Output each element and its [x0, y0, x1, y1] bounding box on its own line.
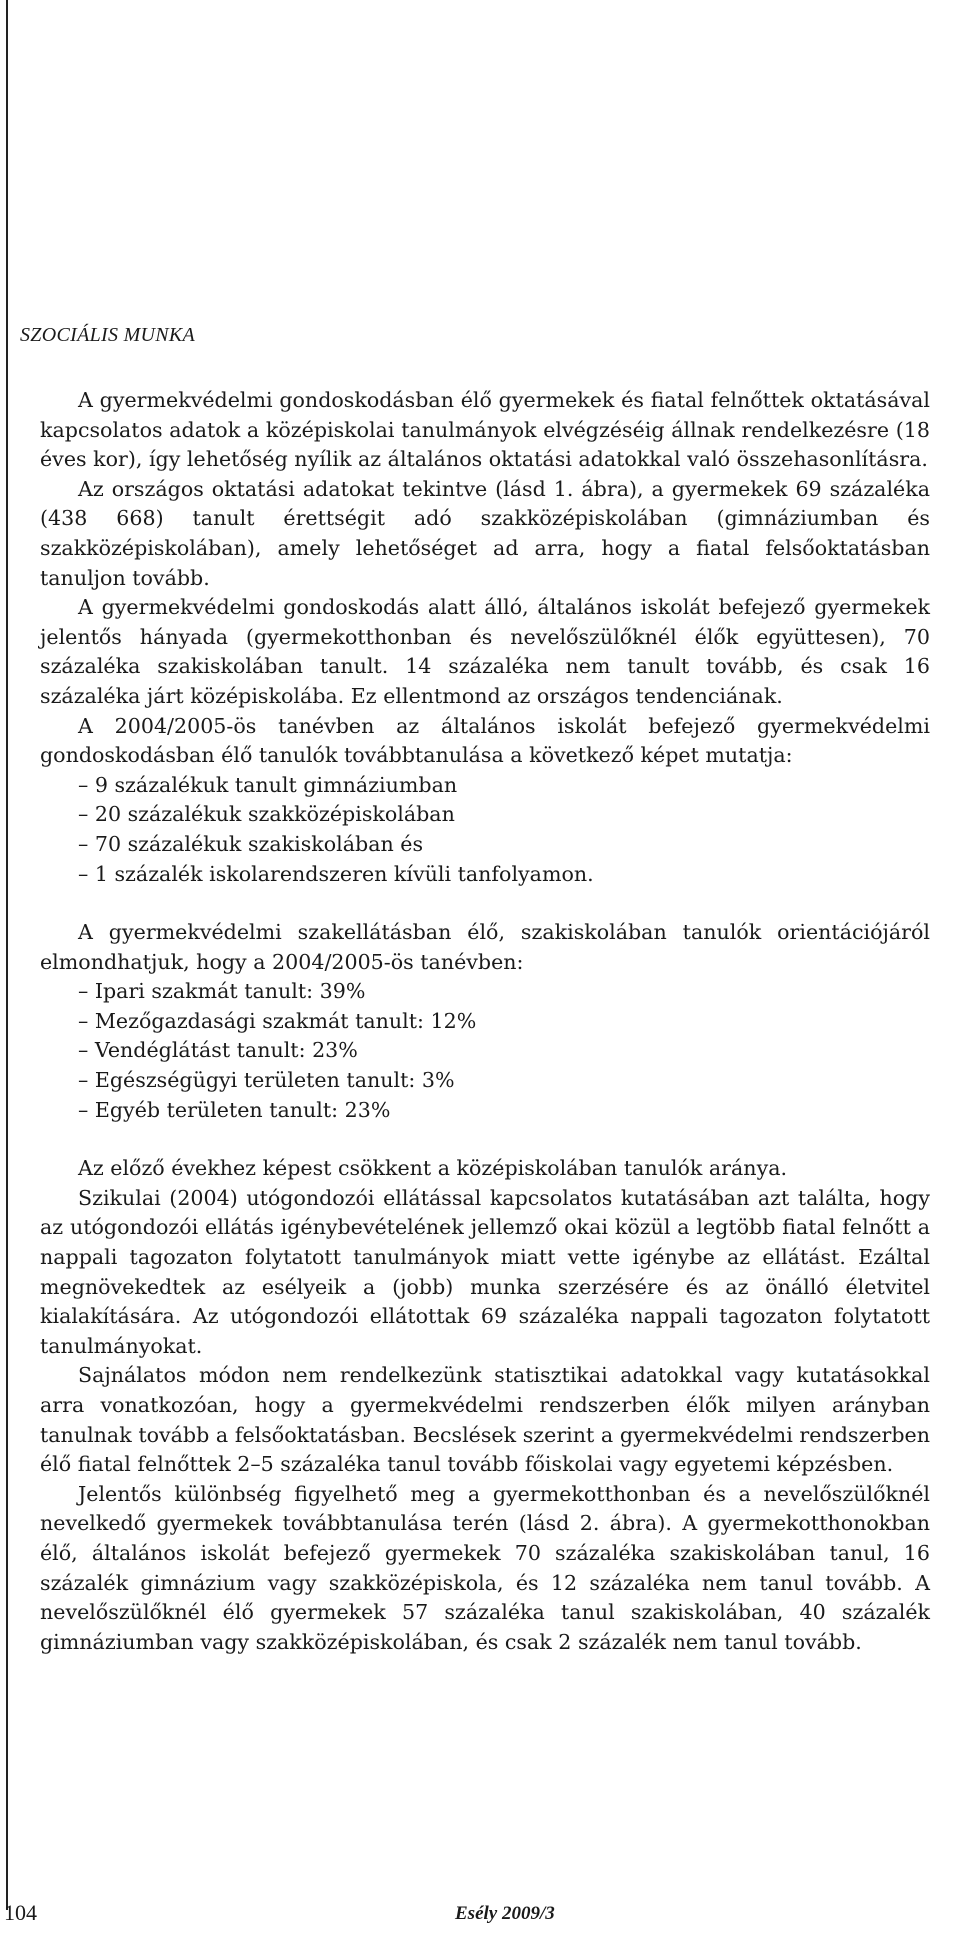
list-item: – Ipari szakmát tanult: 39% — [78, 977, 930, 1007]
paragraph: Jelentős különbség figyelhető meg a gyermekotthonban és a nevelőszülőknél nevelkedő gyermekek továbbtanulása terén (lásd 2. ábra). A gyermekotthonokban élő, általános iskolát befejező gyermekek 70 százaléka szakiskolában tanul, 16 százalék gimnázium vagy szakközépiskola, és 12 százaléka nem tanul tovább. A nevelőszülőknél élő gyermekek 57 százaléka tanul szakiskolában, 40 százalék gimnáziumban vagy szakközépiskolában, és csak 2 százalék nem tanul tovább. — [40, 1481, 930, 1654]
page-number: 104 — [4, 1900, 37, 1925]
journal-title: Esély 2009/3 — [455, 1903, 555, 1924]
article-body — [40, 386, 930, 1657]
list-item: – Egészségügyi területen tanult: 3% — [78, 1066, 930, 1096]
paragraph: A gyermekvédelmi gondoskodásban élő gyermekek és fiatal felnőttek oktatásával kapcsolatos adatok a középiskolai tanulmányok elvégzéséig állnak rendelkezésre (18 éves kor), így lehetőség nyílik az általános oktatási adatokkal való összehasonlításra. — [40, 388, 930, 472]
section-header: SZOCIÁLIS MUNKA — [20, 324, 196, 346]
paragraph: A gyermekvédelmi gondoskodás alatt álló, általános iskolát befejező gyermekek jelentős hányada (gyermekotthonban és nevelőszülőknél élők együttesen), 70 százaléka szakiskolában tanult. 14 százaléka nem tanult tovább, és csak 16 százaléka járt középiskolába. Ez ellentmond az országos tendenciának. — [40, 595, 930, 708]
school-type-list — [40, 771, 930, 889]
list-item: – 9 százalékuk tanult gimnáziumban — [78, 771, 930, 801]
list-item: – 20 százalékuk szakközépiskolában — [78, 800, 930, 830]
list-item: – 1 százalék iskolarendszeren kívüli tanfolyamon. — [78, 860, 930, 890]
paragraph: Az előző évekhez képest csökkent a középiskolában tanulók aránya. — [78, 1156, 788, 1181]
paragraph: A 2004/2005-ös tanévben az általános iskolát befejező gyermekvédelmi gondoskodásban élő tanulók továbbtanulása a következő képet mutatja: — [40, 713, 930, 768]
paragraph: Az országos oktatási adatokat tekintve (lásd 1. ábra), a gyermekek 69 százaléka (438 668) tanult érettségit adó szakközépiskolában (gimnáziumban és szakközépiskolában), amely lehetőséget ad arra, hogy a fiatal felsőoktatásban tanuljon tovább. — [40, 476, 930, 590]
paragraph: A gyermekvédelmi szakellátásban élő, szakiskolában tanulók orientációjáról elmondhatjuk, hogy a 2004/2005-ös tanévben: — [40, 920, 930, 974]
list-item: – Vendéglátást tanult: 23% — [78, 1036, 930, 1066]
list-item: – Egyéb területen tanult: 23% — [78, 1096, 930, 1126]
page-margin-rule — [6, 0, 8, 1910]
list-item: – 70 százalékuk szakiskolában és — [78, 830, 930, 860]
paragraph: Szikulai (2004) utógondozói ellátással kapcsolatos kutatásában azt találta, hogy az utógondozói ellátás igénybevételének jellemző okai közül a legtöbb fiatal felnőtt a nappali tagozaton folytatott tanulmányok miatt vette igénybe az ellátást. Ezáltal megnövekedtek az esélyeik a (jobb) munka szerzésére és az önálló életvitel kialakítására. Az utógondozói ellátottak 69 százaléka nappali tagozaton folytatott tanulmányokat. — [40, 1185, 930, 1358]
paragraph: Sajnálatos módon nem rendelkezünk statisztikai adatokkal vagy kutatásokkal arra vonatkozóan, hogy a gyermekvédelmi rendszerben élők milyen arányban tanulnak tovább a felsőoktatásban. Becslések szerint a gyermekvédelmi rendszerben élő fiatal felnőttek 2–5 százaléka tanul tovább főiskolai vagy egyetemi képzésben. — [40, 1363, 930, 1477]
trade-orientation-list — [40, 977, 930, 1125]
list-item: – Mezőgazdasági szakmát tanult: 12% — [78, 1007, 930, 1037]
